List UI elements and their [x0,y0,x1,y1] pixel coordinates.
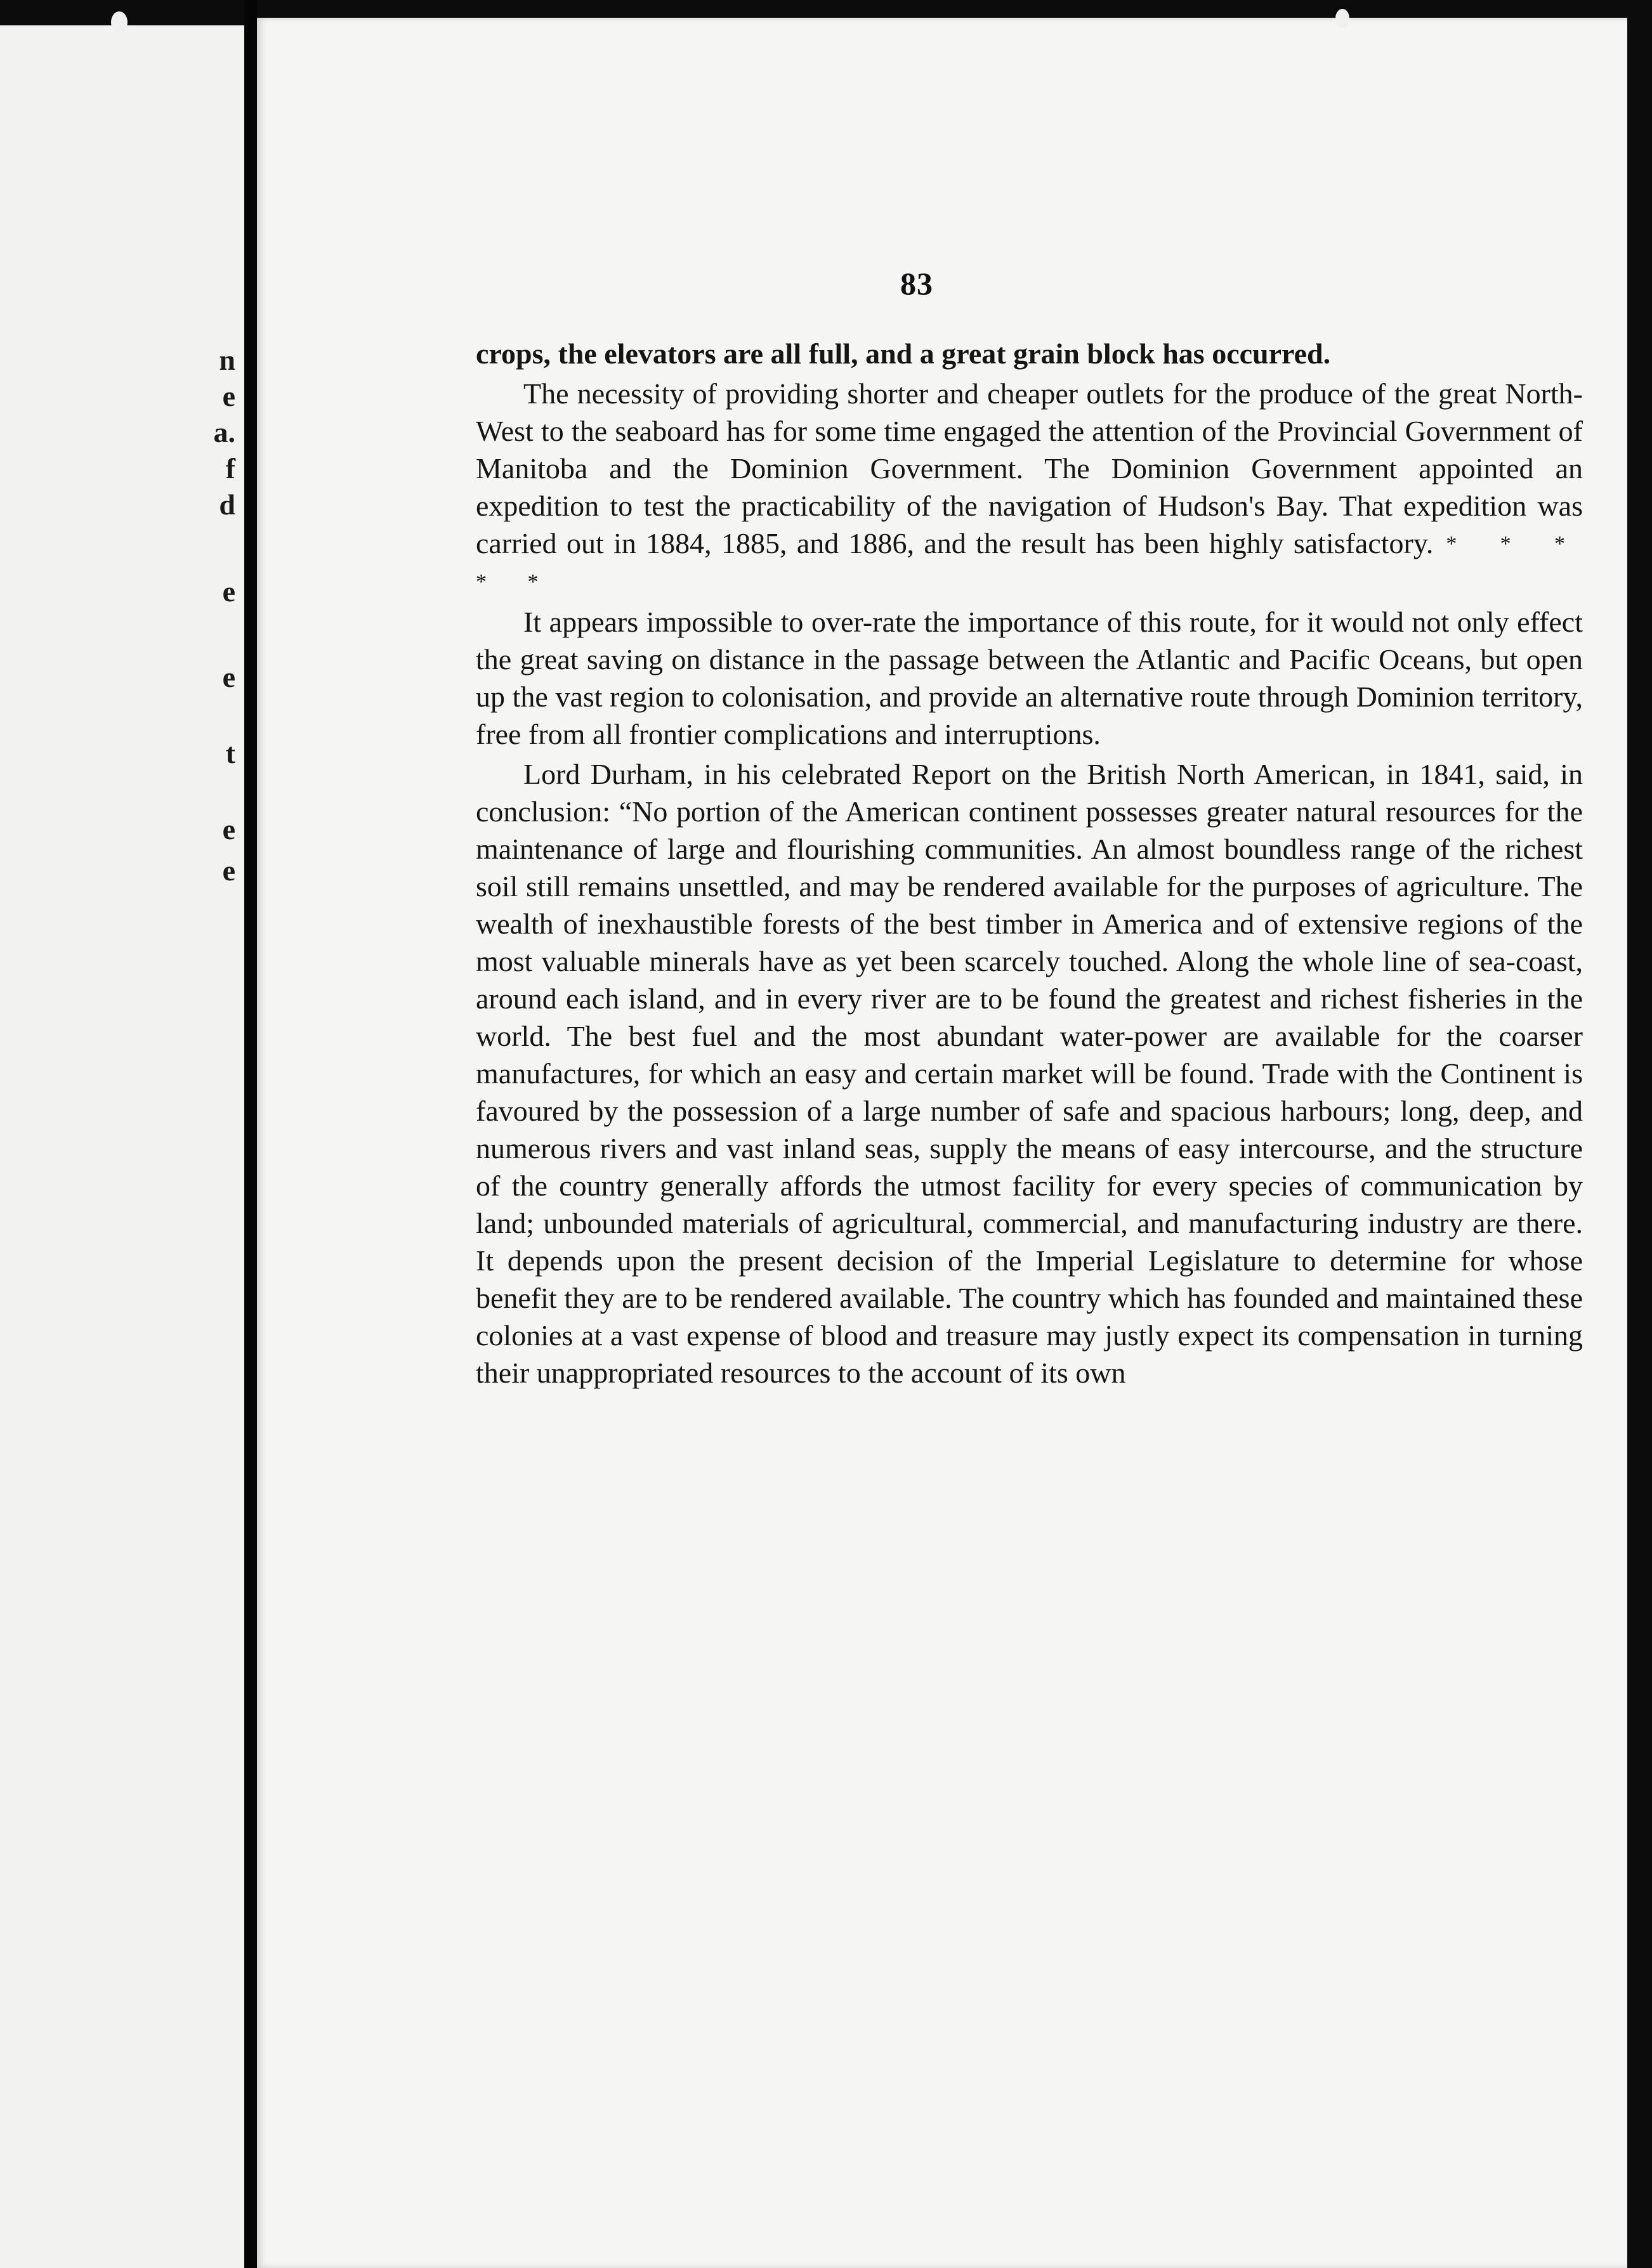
document-page [257,18,1627,2268]
paragraph-text: The necessity of providing shorter and cheaper outlets for the produce of the great North-West to the seaboard has for some time engaged the attention of the Provincial Government of Manitoba and the Dominion Government. The Dominion Government appointed an expedition to test the practicability of the navigation of Hudson's Bay. That expedition was carried out in 1884, 1885, and 1886, and the result has been highly satisfactory. [476,377,1583,559]
left-page-fragment: f [225,452,235,485]
body-text [476,335,1583,1391]
ornament-asterisks: * * * * * [476,532,1583,594]
left-page-fragment: e [222,380,235,412]
left-page-fragment: e [222,575,235,608]
paragraph: It appears impossible to over-rate the importance of this route, for it would not only effect the great saving on distance in the passage between the Atlantic and Pacific Oceans, but open up the vast region to colonisation, and provide an alternative route through Dominion territory, free from all frontier complications and interruptions. [476,606,1583,750]
paragraph: crops, the elevators are all full, and a great grain block has occurred. [476,337,1331,370]
paragraph [476,375,1583,601]
left-page-edge [0,25,246,2268]
paper-speck [111,11,128,33]
book-gutter [244,0,257,2268]
left-page-fragment: t [225,737,235,769]
left-page-fragment: d [219,488,235,521]
paragraph: Lord Durham, in his celebrated Report on the British North American, in 1841, said, in conclusion: “No portion of the American continent possesses greater natural resources for the maintenance of large and flourishing communities. An almost boundless range of the richest soil still remains unsettled, and may be rendered available for the purposes of agriculture. The wealth of inexhaustible forests of the best timber in America and of extensive regions of the most valuable minerals have as yet been scarcely touched. Along the whole line of sea-coast, around each island, and in every river are to be found the greatest and richest fisheries in the world. The best fuel and the most abundant water-power are available for the coarser manufactures, for which an easy and certain market will be found. Trade with the Continent is favoured by the possession of a large number of safe and spacious harbours; long, deep, and numerous rivers and vast inland seas, supply the means of easy intercourse, and the structure of the country generally affords the utmost facility for every species of communication by land; unbounded materials of agricultural, commercial, and manufacturing industry are there. It depends upon the present decision of the Imperial Legislature to determine for whose benefit they are to be rendered available. The country which has founded and maintained these colonies at a vast expense of blood and treasure may justly expect its compensation in turning their unappropriated resources to the account of its own [476,758,1583,1389]
left-page-fragment: e [222,661,235,693]
left-page-fragment: e [222,854,235,887]
left-page-fragment: a. [213,416,235,448]
left-page-fragment: e [222,813,235,845]
paper-speck [1335,9,1349,28]
left-page-fragment: n [219,344,235,376]
page-number: 83 [900,266,933,301]
